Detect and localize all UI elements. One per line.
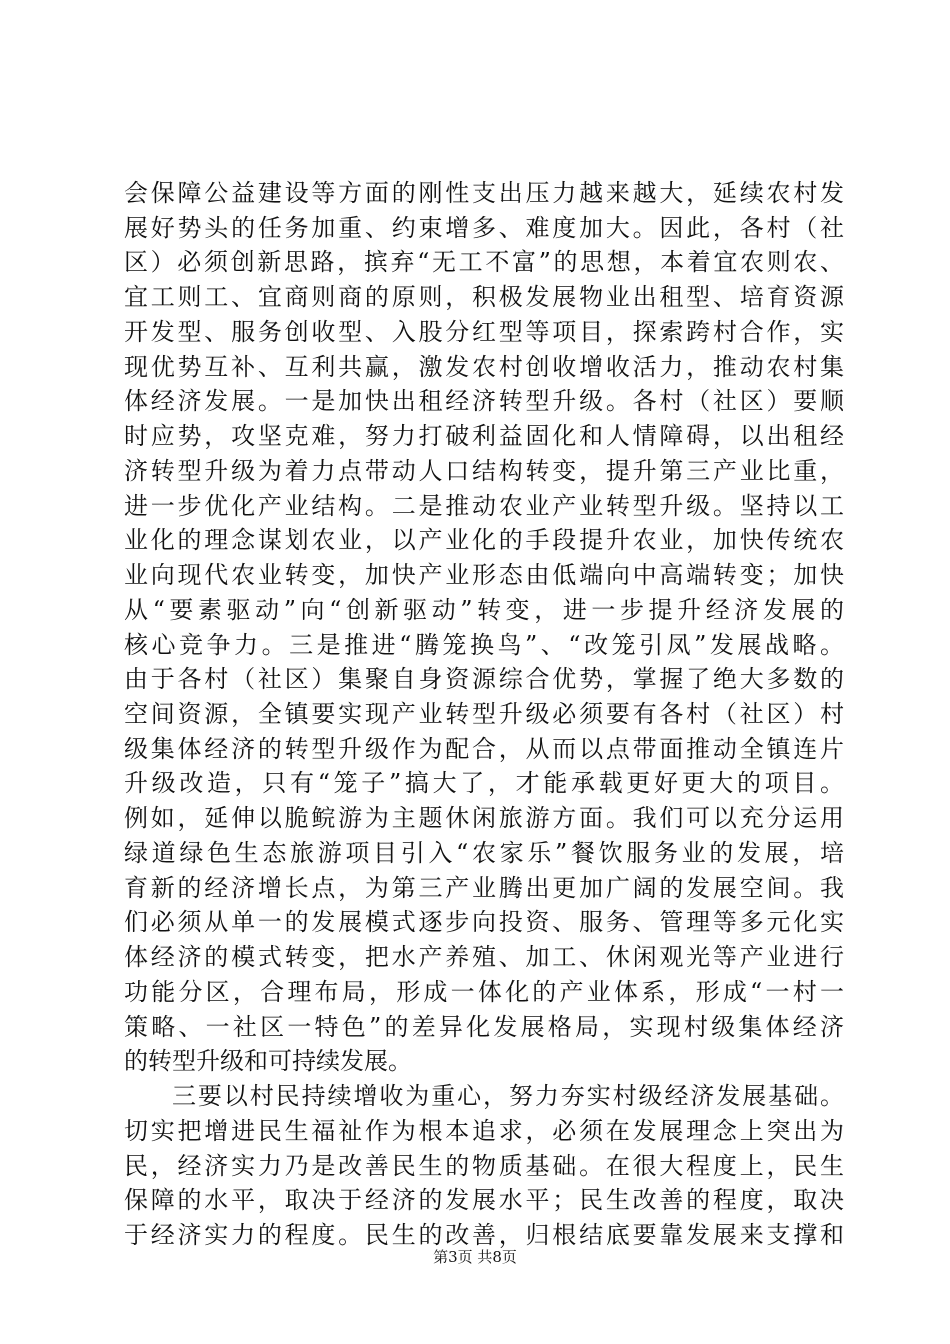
paragraph-first-line: 三要以村民持续增收为重心，努力夯实村级经济发展基础。	[172, 1082, 844, 1110]
body-text-line: 业向现代农业转变，加快产业形态由低端向中高端转变；加快	[124, 561, 844, 589]
body-text-line: 体经济的模式转变，把水产养殖、加工、休闲观光等产业进行	[124, 943, 844, 971]
body-text-line: 济转型升级为着力点带动人口结构转变，提升第三产业比重，	[124, 457, 844, 485]
body-text-line: 的转型升级和可持续发展。	[124, 1047, 412, 1075]
body-text-line: 展好势头的任务加重、约束增多、难度加大。因此，各村（社	[124, 214, 844, 242]
body-text-line: 绿道绿色生态旅游项目引入“农家乐”餐饮服务业的发展，培	[124, 839, 844, 867]
body-text-line: 育新的经济增长点，为第三产业腾出更加广阔的发展空间。我	[124, 874, 844, 902]
body-text-line: 策略、一社区一特色”的差异化发展格局，实现村级集体经济	[124, 1013, 844, 1041]
body-text-line: 现优势互补、互利共赢，激发农村创收增收活力，推动农村集	[124, 353, 844, 381]
body-text-line: 们必须从单一的发展模式逐步向投资、服务、管理等多元化实	[124, 908, 844, 936]
body-text-line: 进一步优化产业结构。二是推动农业产业转型升级。坚持以工	[124, 492, 844, 520]
body-text-line: 宜工则工、宜商则商的原则，积极发展物业出租型、培育资源	[124, 283, 844, 311]
body-text-line: 时应势，攻坚克难，努力打破利益固化和人情障碍，以出租经	[124, 422, 844, 450]
body-text-line: 业化的理念谋划农业，以产业化的手段提升农业，加快传统农	[124, 526, 844, 554]
body-text-line: 体经济发展。一是加快出租经济转型升级。各村（社区）要顺	[124, 387, 844, 415]
body-text-line: 升级改造，只有“笼子”搞大了，才能承载更好更大的项目。	[124, 769, 844, 797]
body-text-line: 由于各村（社区）集聚自身资源综合优势，掌握了绝大多数的	[124, 665, 844, 693]
body-text-line: 级集体经济的转型升级作为配合，从而以点带面推动全镇连片	[124, 735, 844, 763]
body-text-line: 切实把增进民生福祉作为根本追求，必须在发展理念上突出为	[124, 1117, 844, 1145]
body-text-line: 例如，延伸以脆鲩游为主题休闲旅游方面。我们可以充分运用	[124, 804, 844, 832]
body-text-line: 保障的水平，取决于经济的发展水平；民生改善的程度，取决	[124, 1186, 844, 1214]
body-text-line: 从“要素驱动”向“创新驱动”转变，进一步提升经济发展的	[124, 596, 844, 624]
body-text-line: 开发型、服务创收型、入股分红型等项目，探索跨村合作，实	[124, 318, 844, 346]
body-text-line: 功能分区，合理布局，形成一体化的产业体系，形成“一村一	[124, 978, 844, 1006]
page-footer: 第3页 共8页	[433, 1248, 517, 1266]
body-text-line: 核心竞争力。三是推进“腾笼换鸟”、“改笼引凤”发展战略。	[124, 631, 844, 659]
body-text-line: 民，经济实力乃是改善民生的物质基础。在很大程度上，民生	[124, 1152, 844, 1180]
body-text-line: 空间资源，全镇要实现产业转型升级必须要有各村（社区）村	[124, 700, 844, 728]
body-text-line: 区）必须创新思路，摈弃“无工不富”的思想，本着宜农则农、	[124, 248, 844, 276]
body-text-line: 于经济实力的程度。民生的改善，归根结底要靠发展来支撑和	[124, 1221, 844, 1249]
body-text-line: 会保障公益建设等方面的刚性支出压力越来越大，延续农村发	[124, 179, 844, 207]
